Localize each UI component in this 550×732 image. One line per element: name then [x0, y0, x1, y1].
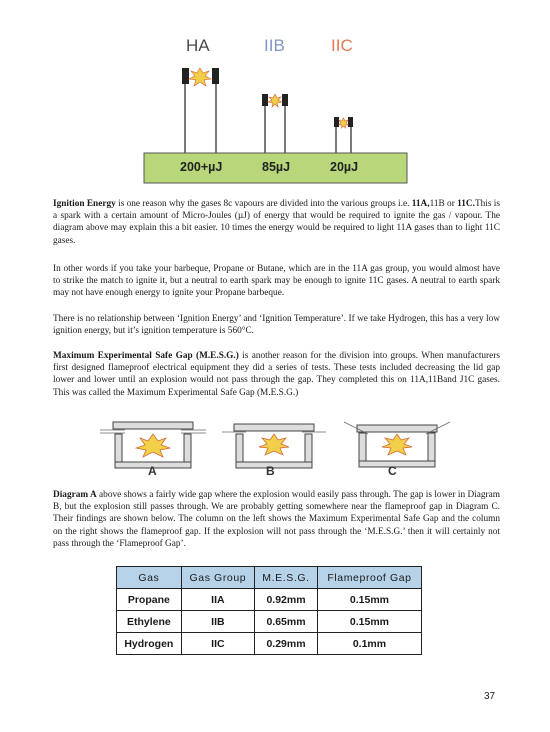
table-cell: Propane [117, 589, 182, 611]
table-cell: 0.92mm [255, 589, 318, 611]
table-header-row [117, 567, 422, 589]
table-cell: IIA [181, 589, 254, 611]
table-cell: Hydrogen [117, 633, 182, 655]
gap-label-c: C [388, 464, 397, 478]
flameproof-gap-diagram [0, 410, 550, 480]
electrode-iia [182, 68, 219, 153]
table-cell: 0.29mm [255, 633, 318, 655]
group-label-iib: IIB [264, 36, 285, 55]
paragraph-diagram-explanation: Diagram A above shows a fairly wide gap where the explosion would easily pass through. The gap is lower in Diagram B, but the explosion still passes through. We are probably getting somewhere near the flameproof gap in Diagram C. Their findings are shown below. The column on the left shows the Maximum Experimental Safe Gap and the column on the right shows the flameproof gap. If the explosion will not pass through the ‘M.E.S.G.’ then it will certainly not pass through the ‘Flameproof Gap’. [53, 490, 500, 549]
table-cell: IIC [181, 633, 254, 655]
table-cell: IIB [181, 611, 254, 633]
group-label-iic: IIC [331, 36, 353, 55]
table-cell: 0.65mm [255, 611, 318, 633]
gas-group-table [116, 566, 422, 655]
table-row [117, 611, 422, 633]
group-label-iia: HA [186, 36, 210, 55]
electrode-iib [262, 94, 288, 153]
energy-iib: 85µJ [262, 160, 291, 174]
energy-iic: 20µJ [330, 160, 359, 174]
header-mesg: M.E.S.G. [255, 567, 318, 589]
header-flameproof-gap: Flameproof Gap [317, 567, 421, 589]
page-number: 37 [484, 691, 496, 702]
table-row [117, 633, 422, 655]
gap-label-b: B [266, 464, 275, 478]
paragraph-mesg: Maximum Experimental Safe Gap (M.E.S.G.) is another reason for the division into groups. When manufacturers first designed flameproof electrical equipment they did a series of tests. These tests included decreasing the lid gap lower and lower until an explosion would not pass through the gap. They completed this on 11A,11Band J1C gases. This was called the Maximum Experimental Safe Gap (M.E.S.G.) [53, 351, 500, 398]
table-cell: 0.15mm [317, 611, 421, 633]
paragraph-ignition-temperature: There is no relationship between ‘Ignition Energy’ and ‘Ignition Temperature’. If we take Hydrogen, this has a very low ignition energy, but it’s ignition temperature is 560°C. [53, 314, 500, 337]
table-cell: 0.1mm [317, 633, 421, 655]
paragraph-barbeque: In other words if you take your barbeque, Propane or Butane, which are in the 11A gas group, you would almost have to strike the match to ignite it, but a neutral to earth spark may be enough to ignite 11C gases. A neutral to earth spark may not have enough energy to ignite your Propane barbeque. [53, 264, 500, 299]
energy-iia: 200+µJ [180, 160, 223, 174]
header-gas: Gas [117, 567, 182, 589]
gap-label-a: A [148, 464, 157, 478]
gap-diagram-a [100, 422, 206, 468]
table-row [117, 589, 422, 611]
header-gas-group: Gas Group [181, 567, 254, 589]
table-cell: 0.15mm [317, 589, 421, 611]
gap-diagram-b [222, 424, 326, 468]
electrode-iic [334, 117, 353, 153]
gap-diagram-c [344, 422, 450, 467]
paragraph-ignition-energy: Ignition Energy is one reason why the gases 8c vapours are divided into the various groups i.e. 11A,11B or 11C.This is a spark with a certain amount of Micro-Joules (µJ) of energy that would be required to ignite the gas / vapour. The diagram above may explain this a bit easier. 10 times the energy would be required to light 11A gases than to light 11C gases. [53, 199, 501, 246]
table-cell: Ethylene [117, 611, 182, 633]
